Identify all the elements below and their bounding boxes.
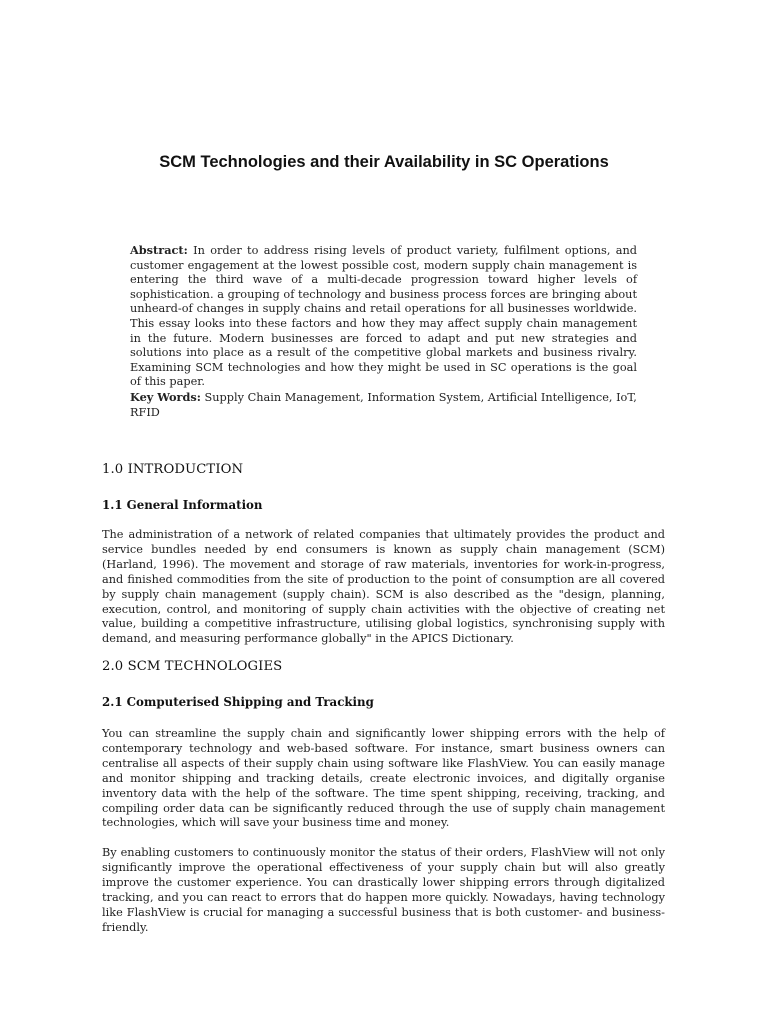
- paragraph-shipping-2: By enabling customers to continuously monitor the status of their orders, FlashView will not only significantly improve the operational effectiveness of your supply chain but will also greatly improve the customer experience. You can drastically lower shipping errors through digitalized tracking, and you can react to errors that do happen more quickly. Nowadays, having technology like FlashView is crucial for managing a successful business that is both customer- and business-friendly.: [102, 846, 665, 934]
- subsection-heading-general-information: 1.1 General Information: [102, 498, 263, 512]
- abstract-label: Abstract:: [130, 243, 188, 257]
- keywords-text: Supply Chain Management, Information System, Artificial Intelligence, IoT, RFID: [130, 391, 637, 419]
- keywords-label: Key Words:: [130, 390, 201, 404]
- abstract-block: [130, 243, 637, 390]
- abstract-text: In order to address rising levels of product variety, fulfilment options, and customer engagement at the lowest possible cost, modern supply chain management is entering the third wave of a multi-decade progression toward higher levels of sophistication. a grouping of technology and business process forces are bringing about unheard-of changes in supply chains and retail operations for all businesses worldwide. This essay looks into these factors and how they may affect supply chain management in the future. Modern businesses are forced to adapt and put new strategies and solutions into place as a result of the competitive global markets and business rivalry. Examining SCM technologies and how they might be used in SC operations is the goal of this paper.: [130, 244, 637, 389]
- paragraph-shipping-1: You can streamline the supply chain and significantly lower shipping errors with the help of contemporary technology and web-based software. For instance, smart business owners can centralise all aspects of their supply chain using software like FlashView. You can easily manage and monitor shipping and tracking details, create electronic invoices, and digitally organise inventory data with the help of the software. The time spent shipping, receiving, tracking, and compiling order data can be significantly reduced through the use of supply chain management technologies, which will save your business time and money.: [102, 727, 665, 830]
- keywords-block: [130, 390, 637, 420]
- paragraph-introduction: The administration of a network of related companies that ultimately provides the product and service bundles needed by end consumers is known as supply chain management (SCM) (Harland, 1996). The movement and storage of raw materials, inventories for work-in-progress, and finished commodities from the site of production to the point of consumption are all covered by supply chain management (supply chain). SCM is also described as the "design, planning, execution, control, and monitoring of supply chain activities with the objective of creating net value, building a competitive infrastructure, utilising global logistics, synchronising supply with demand, and measuring performance globally" in the APICS Dictionary.: [102, 528, 665, 646]
- subsection-heading-shipping-tracking: 2.1 Computerised Shipping and Tracking: [102, 695, 374, 709]
- section-heading-introduction: 1.0 INTRODUCTION: [102, 462, 244, 477]
- document-title: SCM Technologies and their Availability in SC Operations: [159, 153, 609, 171]
- section-heading-scm-technologies: 2.0 SCM TECHNOLOGIES: [102, 659, 283, 674]
